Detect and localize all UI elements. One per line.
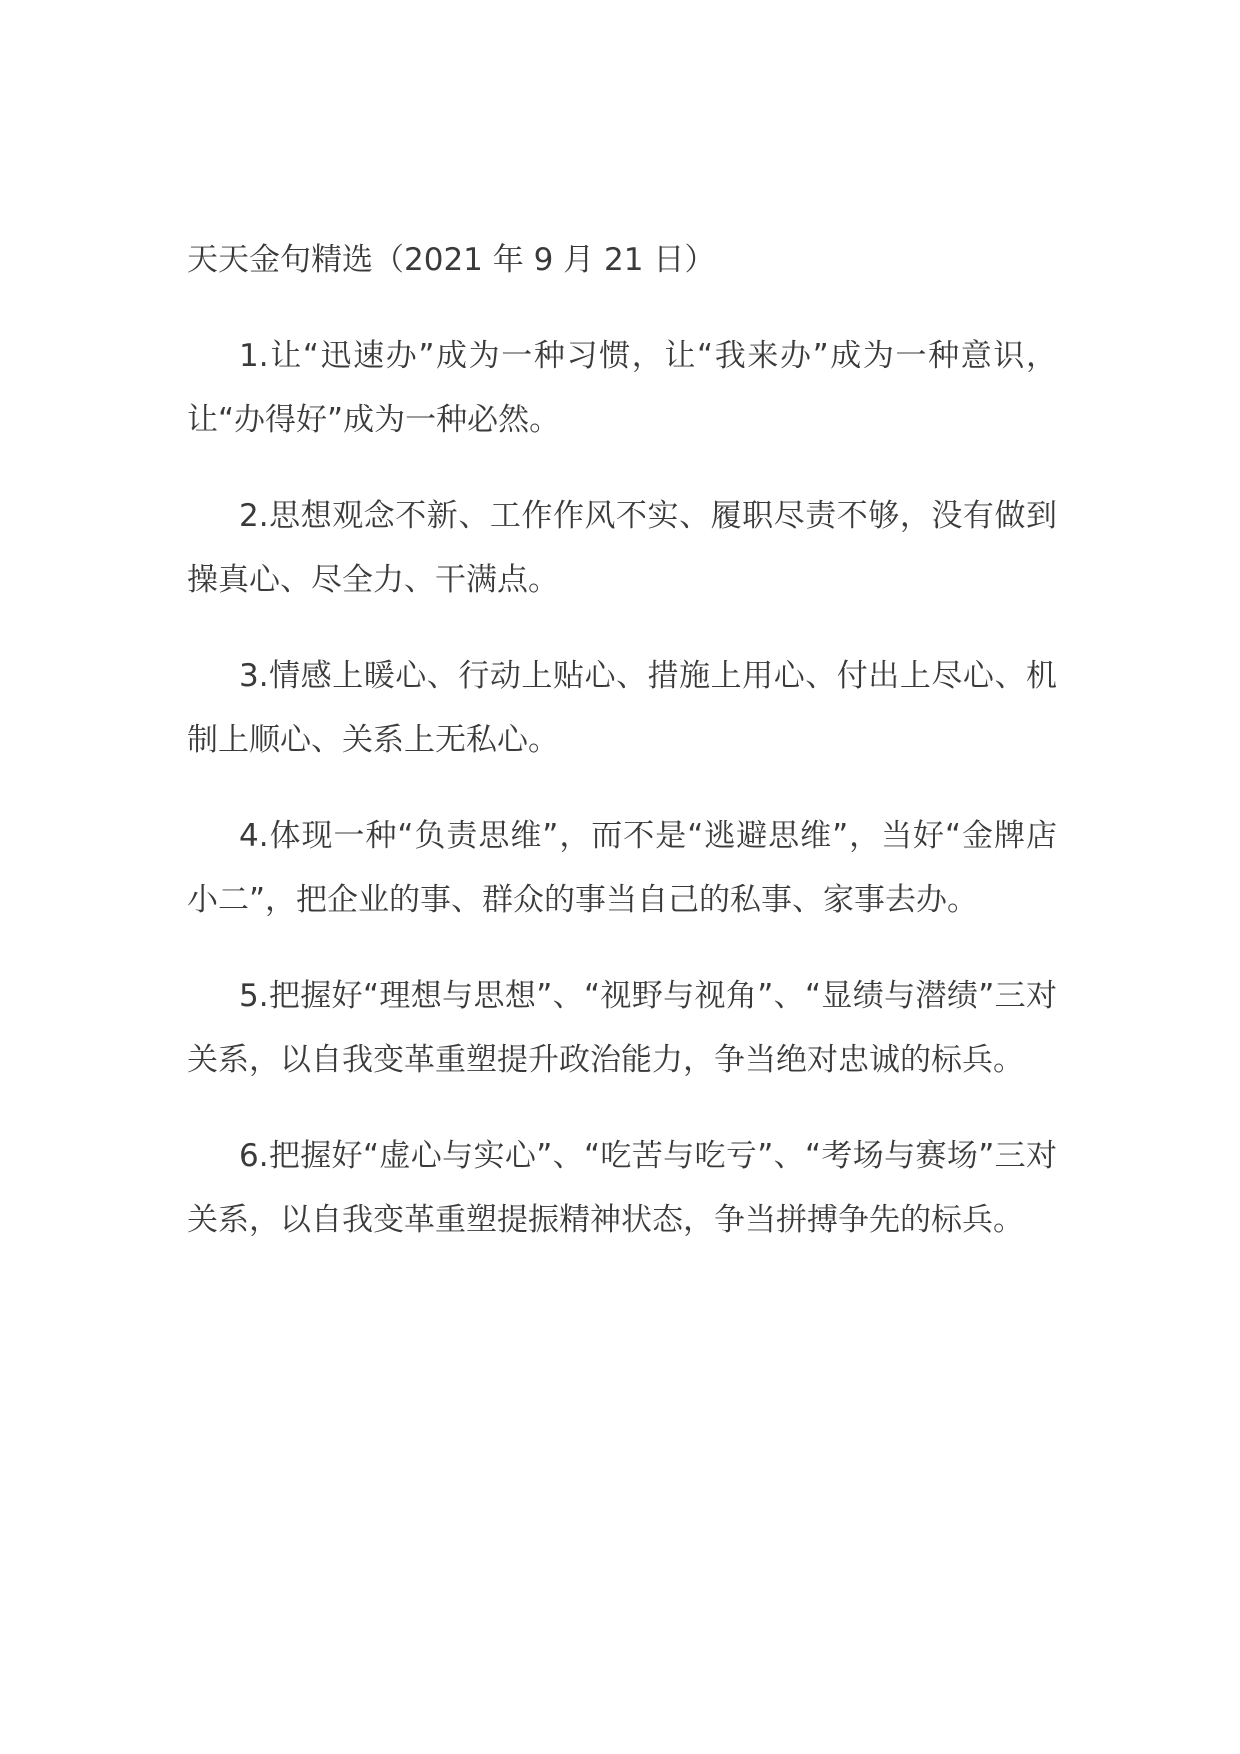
quote-item-4: 4.体现一种“负责思维”，而不是“逃避思维”，当好“金牌店小二”，把企业的事、群众的事当自己的私事、家事去办。 xyxy=(187,818,1057,918)
quote-item-3: 3.情感上暖心、行动上贴心、措施上用心、付出上尽心、机制上顺心、关系上无私心。 xyxy=(187,658,1057,758)
quote-item-2: 2.思想观念不新、工作作风不实、履职尽责不够，没有做到操真心、尽全力、干满点。 xyxy=(187,498,1057,598)
document-body xyxy=(187,228,1057,1284)
quote-item-6: 6.把握好“虚心与实心”、“吃苦与吃亏”、“考场与赛场”三对关系，以自我变革重塑提振精神状态，争当拼搏争先的标兵。 xyxy=(187,1138,1057,1238)
quote-item-5: 5.把握好“理想与思想”、“视野与视角”、“显绩与潜绩”三对关系，以自我变革重塑提升政治能力，争当绝对忠诚的标兵。 xyxy=(187,978,1057,1078)
document-title: 天天金句精选（2021 年 9 月 21 日） xyxy=(187,242,716,278)
quote-item-1: 1.让“迅速办”成为一种习惯，让“我来办”成为一种意识，让“办得好”成为一种必然。 xyxy=(187,338,1057,438)
